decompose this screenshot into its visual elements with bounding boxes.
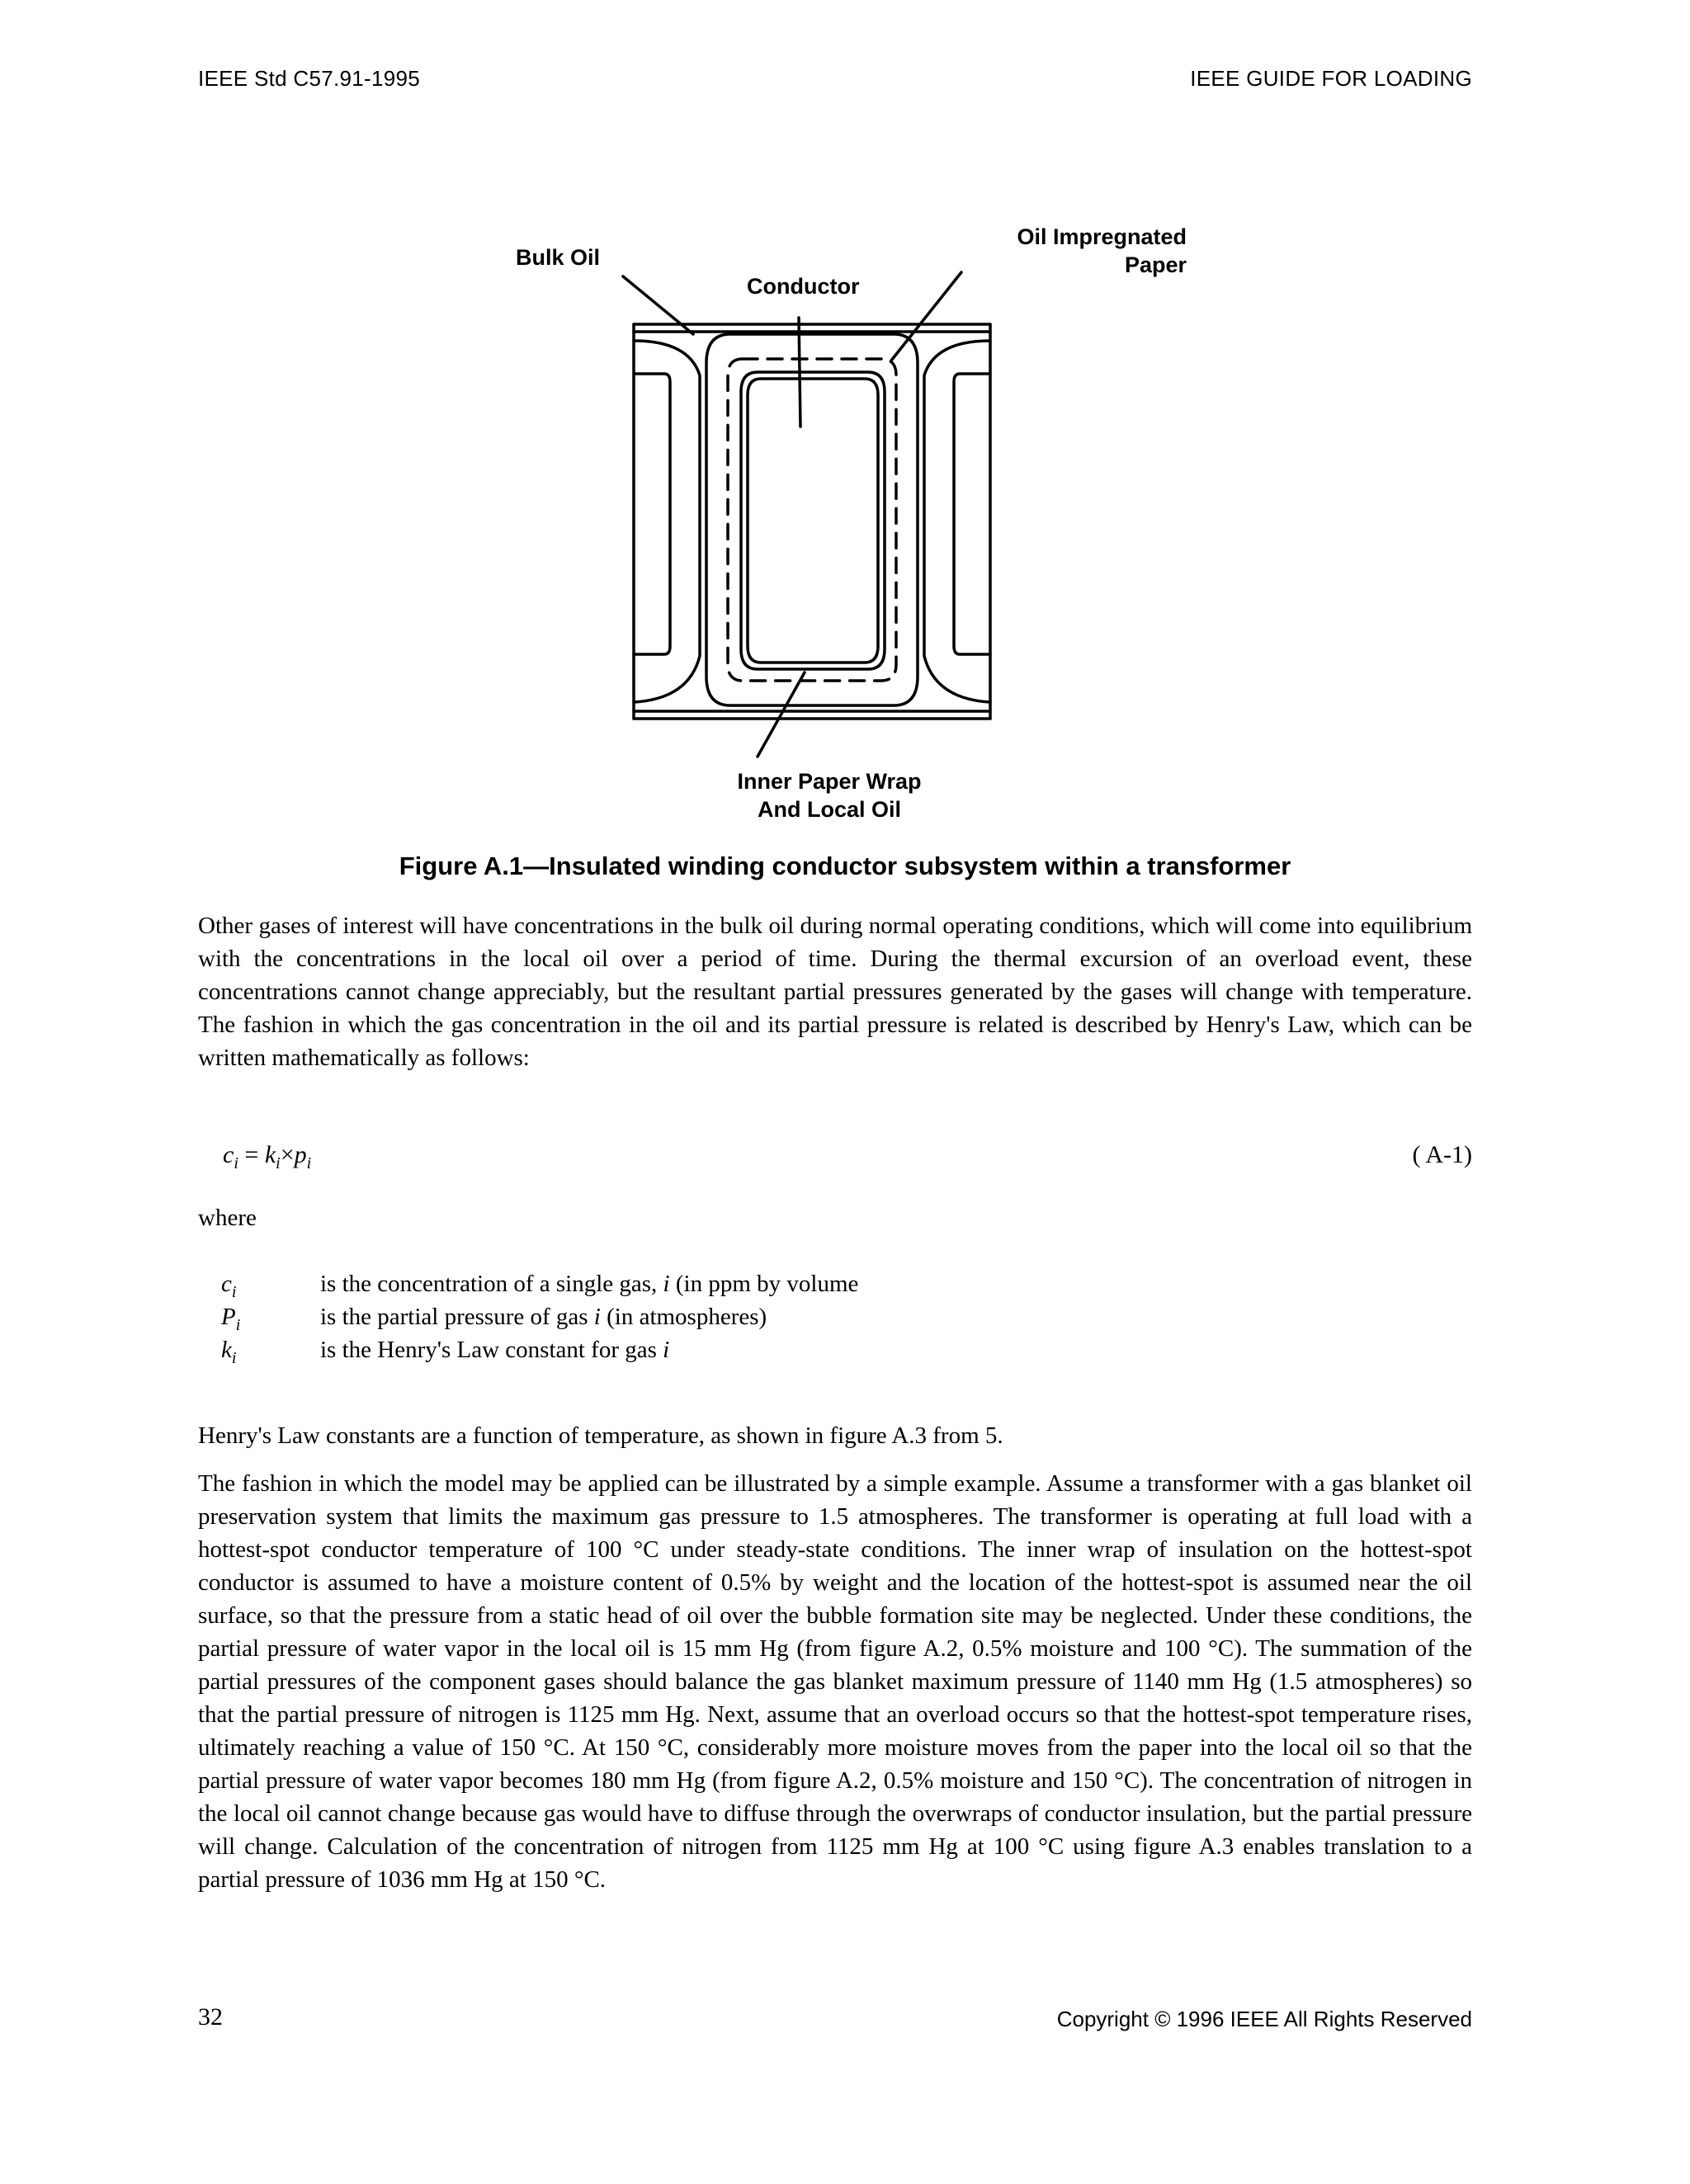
label-conductor: Conductor: [747, 274, 860, 299]
right-neighbor-conductor: [954, 374, 990, 654]
left-neighbor-conductor: [634, 374, 670, 654]
definition-row: [221, 1271, 1294, 1304]
conductor-outline-outer: [741, 372, 885, 669]
inner-paper-wrap-dashed: [728, 359, 896, 681]
paragraph-gases: Other gases of interest will have concentrations in the bulk oil during normal operating conditions, which will come into equilibrium with the concentrations in the local oil over a period of time. During the thermal excursion of an overload event, these concentrations cannot change appreciably, but the resultant partial pressures generated by the gases will change with temperature. The fashion in which the gas concentration in the oil and its partial pressure is related is described by Henry's Law, which can be written mathematically as follows:: [198, 913, 1472, 1071]
left-neighbor-paper: [634, 341, 700, 702]
equation-number: ( A-1): [1412, 1141, 1472, 1168]
winding-conductor-drawing: [495, 210, 1205, 846]
definition-symbol: $k_i$: [221, 1337, 237, 1367]
definition-text: is the partial pressure of gas i (in atmospheres): [320, 1304, 767, 1330]
page-number: 32: [198, 2003, 223, 2031]
conductor-outline-inner: [748, 379, 878, 663]
equation-a1: $c_i = k_i\times p_i$: [223, 1141, 312, 1172]
definition-symbol: $P_i$: [221, 1304, 241, 1334]
definition-list: [221, 1271, 1294, 1370]
running-header-left: IEEE Std C57.91-1995: [198, 66, 421, 91]
running-header-right: IEEE GUIDE FOR LOADING: [1190, 66, 1472, 91]
figure-a1-diagram: [495, 210, 1205, 846]
where-label: where: [198, 1205, 257, 1231]
definition-row: [221, 1337, 1294, 1370]
paragraph-henry-constants: Henry's Law constants are a function of temperature, as shown in figure A.3 from 5.: [198, 1422, 1003, 1449]
leader-conductor: [799, 318, 800, 427]
figure-caption: Figure A.1—Insulated winding conductor subsystem within a transformer: [399, 851, 1291, 880]
label-inner-paper-wrap: Inner Paper Wrap And Local Oil: [737, 769, 922, 822]
definition-text: is the Henry's Law constant for gas i: [320, 1337, 670, 1363]
definition-symbol: $c_i$: [221, 1271, 237, 1301]
paragraph-example: The fashion in which the model may be applied can be illustrated by a simple example. Assume a transformer with a gas blanket oil preservation system that limits the maximum gas pressure to 1.5 atmospheres. The transformer is operating at full load with a hottest-spot conductor temperature of 100 °C under steady-state conditions. The inner wrap of insulation on the hottest-spot conductor is assumed to have a moisture content of 0.5% by weight and the location of the hottest-spot is assumed near the oil surface, so that the pressure from a static head of oil over the bubble formation site may be neglected. Under these conditions, the partial pressure of water vapor in the local oil is 15 mm Hg (from figure A.2, 0.5% moisture and 100 °C). The summation of the partial pressures of the component gases should balance the gas blanket maximum pressure of 1140 mm Hg (1.5 atmospheres) so that the partial pressure of nitrogen is 1125 mm Hg. Next, assume that an overload occurs so that the hottest-spot temperature rises, ultimately reaching a value of 150 °C. At 150 °C, considerably more moisture moves from the paper into the local oil so that the partial pressure of water vapor becomes 180 mm Hg (from figure A.2, 0.5% moisture and 150 °C). The concentration of nitrogen in the local oil cannot change because gas would have to diffuse through the overwraps of conductor insulation, but the partial pressure will change. Calculation of the concentration of nitrogen from 1125 mm Hg at 100 °C using figure A.3 enables translation to a partial pressure of 1036 mm Hg at 150 °C.: [198, 1470, 1472, 1893]
leader-inner-paper-wrap: [758, 672, 805, 757]
definition-row: [221, 1304, 1294, 1337]
definition-text: is the concentration of a single gas, i (in ppm by volume: [320, 1271, 859, 1297]
right-neighbor-paper: [924, 341, 990, 702]
label-oil-impregnated-paper: Oil Impregnated Paper: [1017, 224, 1187, 277]
copyright-footer: Copyright © 1996 IEEE All Rights Reserved: [1056, 2007, 1472, 2031]
label-bulk-oil: Bulk Oil: [516, 245, 601, 270]
